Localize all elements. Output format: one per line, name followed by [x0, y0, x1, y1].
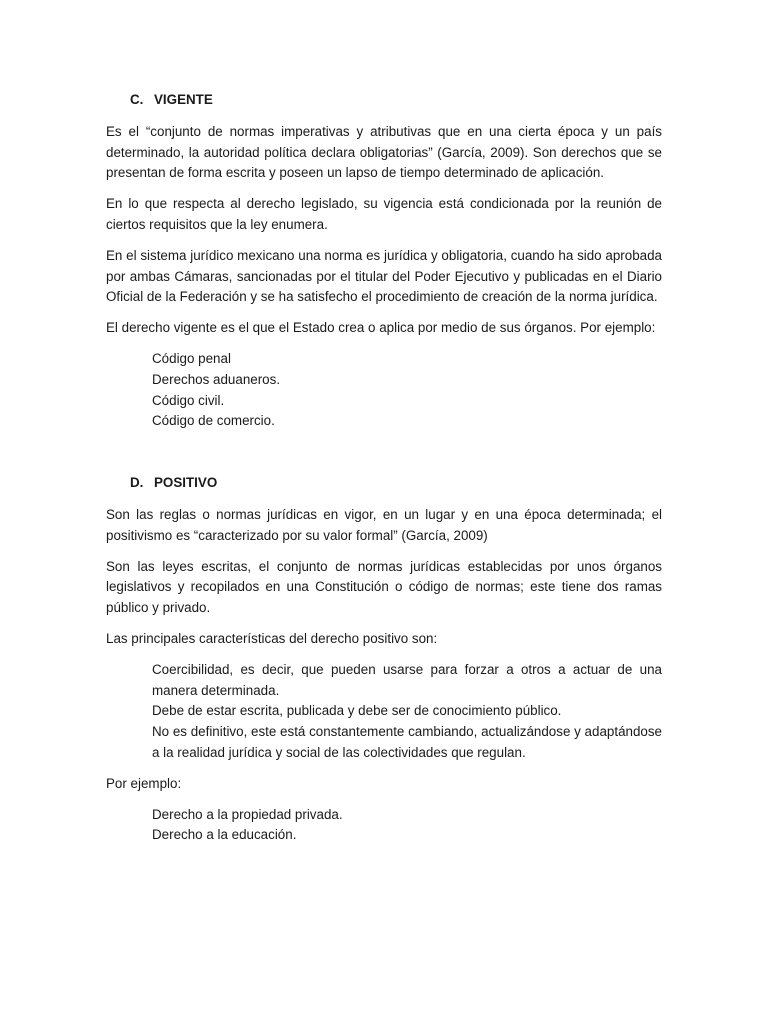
paragraph: El derecho vigente es el que el Estado crea o aplica por medio de sus órganos. Por ejemplo: — [106, 320, 656, 336]
paragraph: Las principales características del derecho positivo son: — [106, 630, 438, 646]
paragraph: Son las reglas o normas jurídicas en vigor, en un lugar y en una época determinada; el positivismo es “caracterizado por su valor formal” (García, 2009) — [106, 506, 662, 543]
list-item: Derecho a la educación. — [152, 827, 297, 843]
section-letter: C. — [130, 92, 144, 107]
paragraph: Son las leyes escritas, el conjunto de normas jurídicas establecidas por unos órganos legislativos y recopilados en una Constitución o código de normas; este tiene dos ramas público y privado. — [106, 558, 662, 616]
section-title: POSITIVO — [154, 475, 218, 491]
list-item: Derecho a la propiedad privada. — [152, 806, 343, 822]
paragraph: Es el “conjunto de normas imperativas y atributivas que en una cierta época y un país determinado, la autoridad política declara obligatorias” (García, 2009). Son derechos que se presentan de forma escrita y poseen un lapso de tiempo determinado de aplicación. — [106, 123, 662, 181]
list-item: Debe de estar escrita, publicada y debe ser de conocimiento público. — [152, 703, 562, 719]
list-item: No es definitivo, este está constantemente cambiando, actualizándose y adaptándose a la realidad jurídica y social de las colectividades que regulan. — [152, 724, 662, 760]
list-item: Código civil. — [152, 392, 225, 408]
paragraph: Por ejemplo: — [106, 775, 182, 791]
section-letter: D. — [130, 475, 144, 491]
document-page — [106, 90, 662, 846]
paragraph: En el sistema jurídico mexicano una norma es jurídica y obligatoria, cuando ha sido aprobada por ambas Cámaras, sancionadas por el titular del Poder Ejecutivo y publicadas en el Diario Oficial de la Federación y se ha satisfecho el procedimiento de creación de la norma jurídica. — [106, 247, 662, 305]
section-heading-positivo — [106, 473, 662, 494]
section-title: VIGENTE — [154, 92, 213, 107]
section-heading-vigente — [106, 90, 662, 111]
paragraph: En lo que respecta al derecho legislado, su vigencia está condicionada por la reunión de ciertos requisitos que la ley enumera. — [106, 196, 662, 232]
list-item: Código penal — [152, 350, 231, 366]
list-item: Derechos aduaneros. — [152, 371, 281, 387]
list-item: Coercibilidad, es decir, que pueden usarse para forzar a otros a actuar de una manera determinada. — [152, 661, 662, 698]
examples-list-vigente — [106, 349, 662, 432]
characteristics-list — [106, 660, 662, 764]
examples-list-positivo — [106, 805, 662, 847]
list-item: Código de comercio. — [152, 413, 275, 429]
